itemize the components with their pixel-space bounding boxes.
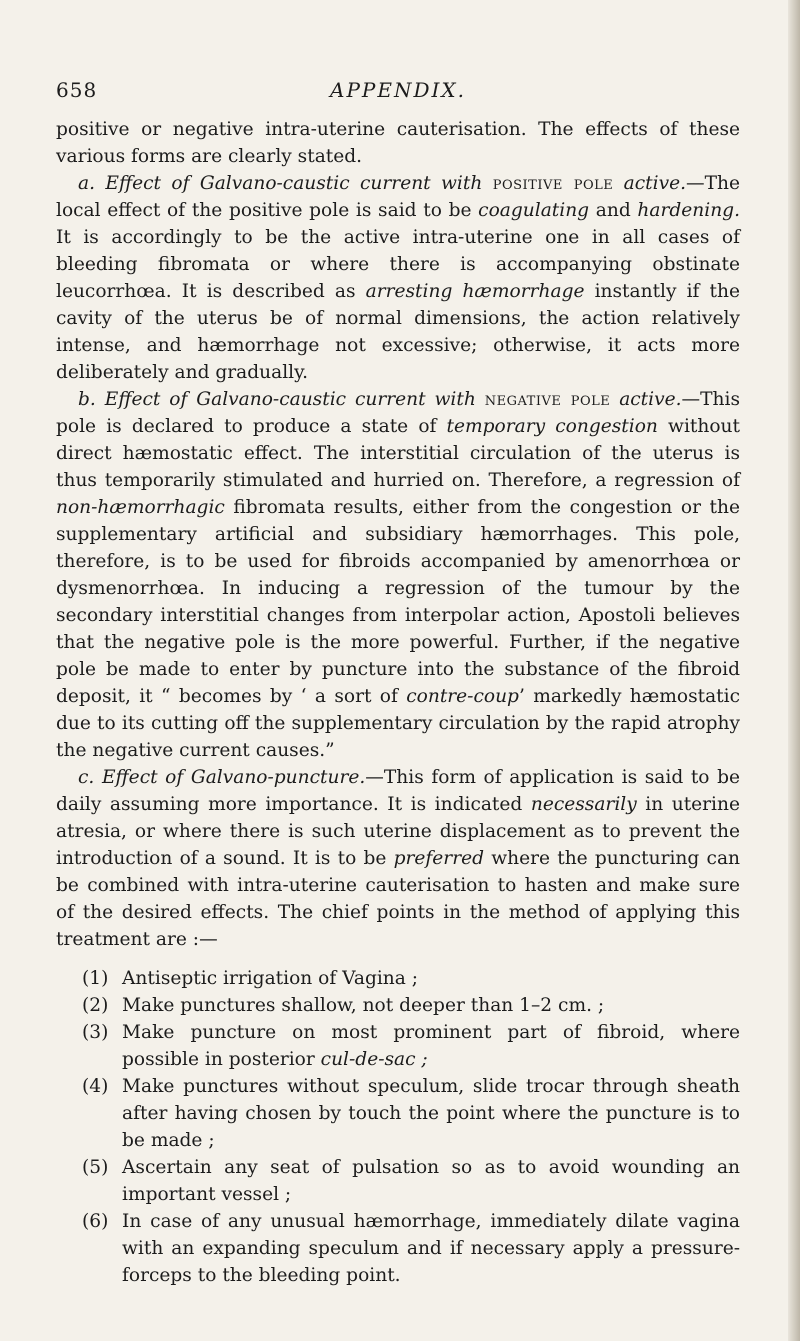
section-c-text-2: in uterine atresia, or where there is such uterine displacement as to prevent the introduction of a sound. It is to be (56, 794, 740, 869)
step-emphasis: cul-de-sac ; (320, 1049, 428, 1070)
step-number: (5) (82, 1157, 109, 1178)
section-a-text-2: and (589, 200, 638, 221)
section-a-title: Effect of Galvano-caustic current with (105, 173, 483, 194)
method-steps-list (56, 965, 740, 1289)
section-b-letter: b. (78, 389, 96, 410)
step-number: (4) (82, 1076, 109, 1097)
section-b-text-2: without direct hæmostatic effect. The interstitial circulation of the uterus is thus temporarily stimulated and hurried on. Therefore, a regression of (56, 416, 740, 491)
section-a-text-4: instantly if the cavity of the uterus be of normal dimensions, the action relatively intense, and hæmorrhage not excessive; otherwise, it acts more deliberately and gradually. (56, 281, 740, 383)
intro-paragraph (56, 116, 740, 170)
step-text: Make punctures shallow, not deeper than 1–2 cm. ; (122, 995, 605, 1016)
list-item (82, 1208, 740, 1289)
body-text (56, 116, 740, 1289)
section-a-emphasis-1: coagulating (478, 200, 590, 221)
section-b-text-1: —This pole is declared to produce a state of (56, 389, 740, 437)
section-a-emphasis-2: hardening. (637, 200, 740, 221)
page-number: 658 (56, 78, 98, 102)
step-text: Ascertain any seat of pulsation so as to avoid wounding an important vessel ; (122, 1157, 740, 1205)
section-a-title-end: active. (623, 173, 687, 194)
section-b-title: Effect of Galvano-caustic current with (104, 389, 476, 410)
section-c-emphasis-1: necessarily (530, 794, 637, 815)
list-item (82, 992, 740, 1019)
section-c-letter: c. (78, 767, 95, 788)
section-c-text-1: —This form of application is said to be daily assuming more importance. It is indicated (56, 767, 741, 815)
section-b-text-3: fibromata results, either from the congestion or the supplementary artificial and subsidiary hæmorrhages. This pole, therefore, is to be used for fibroids accompanied by amenorrhœa or dysmenorrhœa. In inducing a regression of the tumour by the secondary interstitial changes from interpolar action, Apostoli believes that the negative pole is the more powerful. Further, if the negative pole be made to enter by puncture into the substance of the fibroid deposit, it “ becomes by ‘ a sort of (56, 497, 740, 707)
section-b-paragraph (56, 386, 740, 764)
page-edge (788, 0, 800, 1341)
section-c-paragraph (56, 764, 740, 953)
section-b-text-4: ’ markedly hæmostatic due to its cutting off the supplementary circulation by the rapid atrophy the negative current causes.” (56, 686, 741, 761)
step-number: (1) (82, 968, 109, 989)
section-a-emphasis-3: arresting hæmorrhage (365, 281, 585, 302)
running-head: APPENDIX. (330, 78, 466, 102)
step-number: (2) (82, 995, 109, 1016)
step-number: (3) (82, 1022, 109, 1043)
step-text: Make punctures without speculum, slide trocar through sheath after having chosen by touch the point where the puncture is to be made ; (122, 1076, 740, 1151)
page-header (56, 78, 740, 108)
list-item (82, 1073, 740, 1154)
step-text: Antiseptic irrigation of Vagina ; (122, 968, 419, 989)
section-b-pole: negative pole (484, 389, 611, 410)
list-item (82, 1019, 740, 1073)
step-text: Make puncture on most prominent part of fibroid, where possible in posterior (122, 1022, 740, 1070)
section-a-letter: a. (78, 173, 95, 194)
section-a-text-1: —The local effect of the positive pole is said to be (56, 173, 740, 221)
section-b-emphasis-3: contre-coup (406, 686, 519, 707)
step-text: In case of any unusual hæmorrhage, immediately dilate vagina with an expanding speculum and if necessary apply a pressure-forceps to the bleeding point. (122, 1211, 740, 1286)
section-c-text-3: where the puncturing can be combined with intra-uterine cauterisation to hasten and make sure of the desired effects. The chief points in the method of applying this treatment are :— (56, 848, 740, 950)
section-a-paragraph (56, 170, 740, 386)
list-item (82, 1154, 740, 1208)
list-item (82, 965, 740, 992)
section-b-emphasis-2: non-hæmorrhagic (56, 497, 225, 518)
section-c-emphasis-2: preferred (393, 848, 484, 869)
section-a-text-3: It is accordingly to be the active intra-uterine one in all cases of bleeding fibromata or where there is accompanying obstinate leucorrhœa. It is described as (56, 227, 740, 302)
intro-text: positive or negative intra-uterine cauterisation. The effects of these various forms are clearly stated. (56, 119, 740, 167)
section-a-pole: positive pole (492, 173, 614, 194)
section-b-title-end: active. (619, 389, 682, 410)
section-c-title: Effect of Galvano-puncture. (101, 767, 366, 788)
section-b-emphasis-1: temporary congestion (446, 416, 658, 437)
step-number: (6) (82, 1211, 109, 1232)
